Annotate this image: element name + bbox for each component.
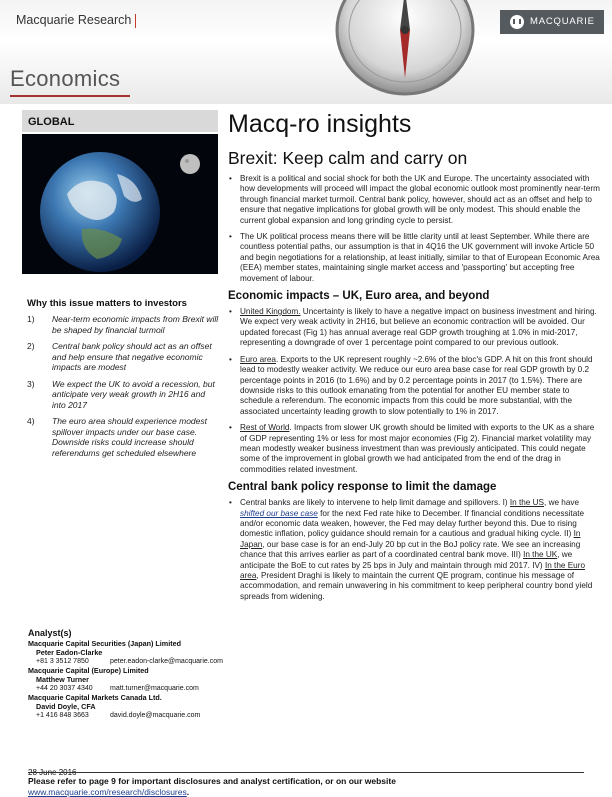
disclosure-text: Please refer to page 9 for important disclosures and analyst certification, or on our website [28,776,588,787]
econ-paragraph-row [228,423,602,475]
analyst-email[interactable]: matt.turner@macquarie.com [110,685,199,692]
paragraph-text: , President Draghi is likely to maintain the current QE program, continue his message of accommodation, and remain unwavering in his commitment to keep peripheral country bond yield spreads from widening. [240,571,592,601]
brand-divider [135,14,136,28]
list-item-text: The euro area should experience modest spillover impacts under our base case. Downside risks could increase should referendums get scheduled elsewhere [52,416,207,458]
analyst-email[interactable]: david.doyle@macquarie.com [110,712,200,719]
analyst-name: Matthew Turner [28,675,228,684]
disclosure-link[interactable]: www.macquarie.com/research/disclosures [28,787,187,797]
paragraph-text: , our base case is for an end-July 20 bp cut in the BoJ policy rate. We see an increasing chance that this arrives earlier as part of a coordinated central bank move. III) [240,540,580,559]
section-underline [10,95,130,97]
footer-disclosure [28,776,588,797]
central-bank-paragraph [228,498,602,602]
analyst-firm: Macquarie Capital Markets Canada Ltd. [28,693,228,702]
econ-paragraph-euro [228,355,602,417]
paragraph-text: , we anticipate the BoE to cut rates by 25 bps in July and maintain through mid 2017. IV) [240,550,572,569]
analyst-phone: +1 416 848 3663 [36,711,110,720]
base-case-link[interactable]: shifted our base case [240,509,318,518]
econ-paragraph-uk [228,307,602,349]
logo-text: MACQUARIE [530,16,595,27]
analyst-phone: +44 20 3037 4340 [36,684,110,693]
underlined-term: In the Euro area [240,561,585,580]
analyst-contact [28,657,228,666]
list-item-number: 4) [27,416,35,427]
analyst-title: Analyst(s) [28,628,228,638]
list-item-text: We expect the UK to avoid a recession, but anticipate very weak growth in 2H16 and into 2017 [52,379,215,410]
analyst-phone: +81 3 3512 7850 [36,657,110,666]
paragraph-text: . Impacts from slower UK growth should be limited with exports to the UK as a share of GDP representing 1% or less for most major economies (Fig 2). Financial market volatility may mean modestly weaker business investment than was previously anticipated. This could negate some of the improvement in global growth we had anticipated from the end of the drag in commodities related investment. [240,423,594,474]
paragraph-text: Uncertainty is likely to have a negative impact on business investment and hiring. We expect very weak activity in 2H16, but believe an economic contraction will be avoided. Our updated forecast (Fig 1) has annual average real GDP growth troughing at 1.0% in mid-2017, representing a downgrade of over 1 percentage point compared to our previous outlook. [240,307,597,347]
section-heading-economic-impacts: Economic impacts – UK, Euro area, and beyond [228,290,602,302]
paragraph-text: , we have [544,498,579,507]
paragraph-text: for the next Fed rate hike to December. If financial conditions necessitate and/or economic data weaken, however, the Fed may delay further beyond this. Due to rising domestic inflation, policy guidance should remain for a cautious and gradual hiking cycle. II) [240,509,584,539]
list-item-number: 1) [27,314,35,325]
brand-text: Macquarie Research [16,13,131,27]
analyst-email[interactable]: peter.eadon-clarke@macquarie.com [110,658,223,665]
list-item-text: Central bank policy should act as an offset and help ensure that negative economic impacts are modest [52,341,212,372]
paragraph-text: . Exports to the UK represent roughly ~2.6% of the bloc's GDP. A hit on this front should lead to modestly weaker activity. We reduce our euro area base case for real GDP growth by 0.2 percentage points in 2016 (to 1.6%) and by 0.2 percentage points in 2017 (to 1.5%). There are downside risks to this outlook emanating from the potential for another EU member state to schedule a referendum. The economic impacts from this could be more substantial, with the associated uncertainty leading growth to slow potentially to 1% in 2017. [240,355,593,416]
paragraph-lead: Euro area [240,355,276,364]
analyst-block [28,628,228,720]
paragraph-lead: Rest of World [240,423,289,432]
underlined-term: In the US [510,498,544,507]
why-matters-title: Why this issue matters to investors [27,298,217,309]
analyst-contact [28,684,228,693]
earth-image [22,134,218,274]
page-header [0,0,612,104]
list-item [27,341,219,373]
intro-paragraph: • Brexit is a political and social shock for both the UK and Europe. The uncertainty associated with how developments will proceed will impact the global economic outlook most prominently near-term through financial market turmoil. Central bank policy, however, should act as an offset and help to ensure that negative implications for global growth will be only modest. This should enable the current global expansion and long grinding cycle to persist. [228,174,602,226]
analyst-name: David Doyle, CFA [28,702,228,711]
disclosure-end: . [187,787,189,797]
analyst-name: Peter Eadon-Clarke [28,648,228,657]
list-item [27,314,219,335]
analyst-contact [28,711,228,720]
list-item-number: 3) [27,379,35,390]
section-heading-central-bank: Central bank policy response to limit the damage [228,481,602,493]
macquarie-logo-icon [510,15,524,29]
list-item [27,379,219,411]
region-label: GLOBAL [22,110,218,132]
section-title: Economics [10,66,120,92]
compass-image [330,0,480,96]
footer-divider [28,772,584,773]
paragraph-lead: United Kingdom. [240,307,301,316]
page-title: Macq-ro insights [228,110,411,139]
intro-paragraph: • The UK political process means there will be little clarity until at least September. While there are countless potential paths, our assumption is that in 4Q16 the UK government will invoke Article 50 and begin negotiations for a relationship, at least initially, similar to that of European Economic Area (EEA) member states, maintaining single market access and 'passporting' but accepting free movement of labour. [228,232,602,284]
macquarie-logo [500,10,604,34]
brand-name [16,13,136,28]
page-subtitle: Brexit: Keep calm and carry on [228,148,467,169]
article-body [228,174,602,608]
analyst-firm: Macquarie Capital Securities (Japan) Limited [28,639,228,648]
list-item-text: Near-term economic impacts from Brexit will be shaped by financial turmoil [52,314,218,335]
list-item-number: 2) [27,341,35,352]
sidebar [22,110,218,770]
underlined-term: In the UK [523,550,557,559]
why-matters-list [27,314,219,464]
list-item [27,416,219,458]
paragraph-text: Central banks are likely to intervene to help limit damage and spillovers. I) [240,498,510,507]
underlined-term: In Japan [240,529,580,548]
analyst-firm: Macquarie Capital (Europe) Limited [28,666,228,675]
